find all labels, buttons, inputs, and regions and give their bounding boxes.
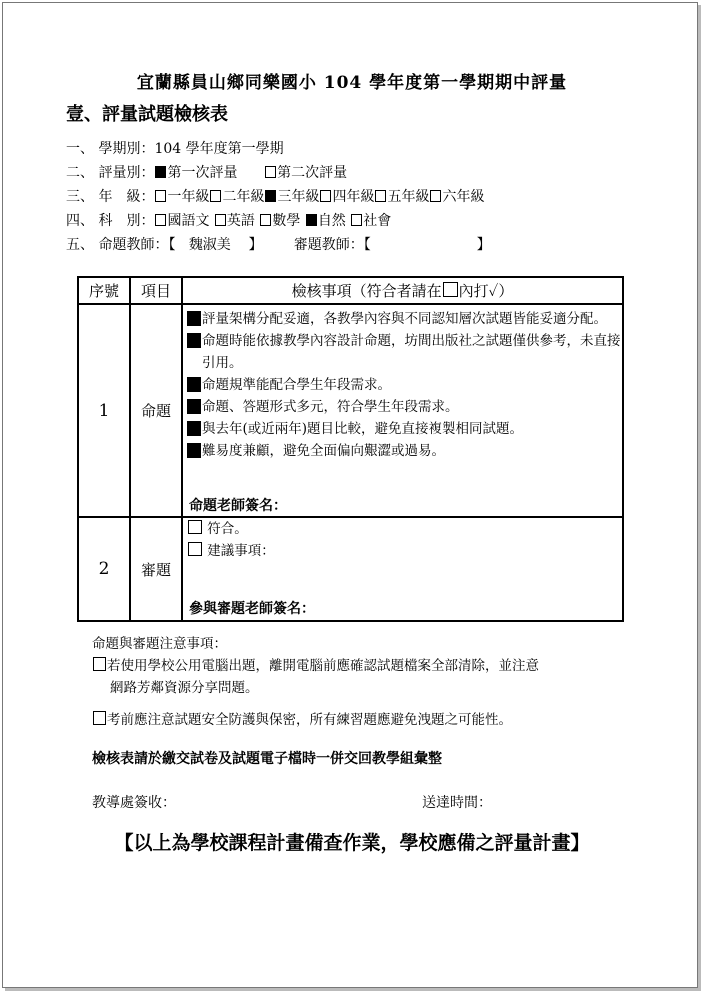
- criterion-item: [183, 308, 622, 330]
- note-text: 考前應注意試題安全防護與保密，所有練習題應避免洩題之可能性。: [107, 712, 512, 728]
- header-check-prefix: 檢核事項（符合者請在: [291, 282, 442, 300]
- exam-type-line: [66, 162, 347, 182]
- section-heading: 壹、評量試題檢核表: [66, 104, 228, 125]
- review-option-pass-text: 符合。: [207, 521, 248, 537]
- criterion-item: [183, 374, 622, 396]
- review-checkbox-pass[interactable]: [188, 520, 202, 534]
- row-1-criteria-list: [183, 305, 622, 495]
- table-row: [78, 304, 623, 517]
- grade-option-6: 六年級: [442, 189, 485, 205]
- header-seq: 序號: [78, 277, 130, 304]
- criterion-item: [183, 396, 622, 418]
- grade-checkbox-5[interactable]: [375, 190, 386, 202]
- office-receipt-label: 教導處簽收：: [92, 795, 176, 811]
- criterion-checkbox[interactable]: [187, 399, 201, 414]
- grade-line: [66, 186, 484, 206]
- subject-option-english: 英語: [226, 213, 255, 229]
- row-1-number: 1: [78, 304, 130, 517]
- criterion-checkbox[interactable]: [187, 377, 201, 392]
- subject-checkbox-chinese[interactable]: [155, 214, 166, 226]
- row-1-content: [182, 304, 623, 517]
- exam-type-checkbox-second[interactable]: [265, 166, 276, 178]
- grade-label: 三、 年 級：: [66, 189, 155, 205]
- closing-instruction: 檢核表請於繳交試卷及試題電子檔時一併交回教學組彙整: [92, 751, 442, 767]
- exam-type-checkbox-first[interactable]: [155, 166, 166, 178]
- note-item-continued: 網路芳鄰資源分享問題。: [110, 680, 259, 696]
- subject-option-social: 社會: [363, 213, 392, 229]
- note-checkbox[interactable]: [93, 657, 106, 671]
- header-item: 項目: [130, 277, 182, 304]
- setter-label: 五、 命題教師：【: [66, 237, 176, 253]
- row-2-content: [182, 517, 623, 621]
- review-option-suggest: [183, 540, 622, 562]
- grade-checkbox-1[interactable]: [155, 190, 166, 202]
- semester-label: 一、 學期別：: [66, 141, 155, 157]
- criterion-text: 難易度兼顧，避免全面偏向艱澀或過易。: [202, 443, 445, 459]
- criterion-text: 命題、答題形式多元，符合學生年段需求。: [202, 399, 459, 415]
- table-row: [78, 517, 623, 621]
- delivery-time-label: 送達時間：: [422, 795, 492, 811]
- semester-line: [66, 138, 284, 158]
- grade-option-3: 三年級: [277, 189, 320, 205]
- exam-type-option-second: 第二次評量: [277, 165, 348, 181]
- note-item: [92, 708, 512, 728]
- header-checkbox-icon: [443, 282, 458, 297]
- criterion-checkbox[interactable]: [187, 333, 201, 348]
- criterion-checkbox[interactable]: [187, 421, 201, 436]
- criterion-checkbox[interactable]: [187, 443, 201, 458]
- row-1-item: 命題: [130, 304, 182, 517]
- note-item: [92, 654, 539, 674]
- table-header-row: [78, 277, 623, 304]
- subject-label: 四、 科 別：: [66, 213, 155, 229]
- review-option-suggest-text: 建議事項：: [207, 543, 275, 559]
- grade-option-4: 四年級: [332, 189, 375, 205]
- exam-type-option-first: 第一次評量: [167, 165, 238, 181]
- grade-option-1: 一年級: [167, 189, 210, 205]
- check-table: [77, 276, 624, 622]
- subject-option-chinese: 國語文: [167, 213, 210, 229]
- setter-signature-label: 命題老師簽名：: [189, 498, 287, 514]
- row-2-options: [183, 518, 622, 598]
- reviewer-signature-label: 參與審題老師簽名：: [189, 601, 315, 617]
- reviewer-bracket-close: 】: [476, 237, 491, 253]
- grade-option-2: 二年級: [222, 189, 265, 205]
- subject-option-science: 自然: [317, 213, 346, 229]
- subject-checkbox-social[interactable]: [351, 214, 362, 226]
- exam-type-label: 二、 評量別：: [66, 165, 155, 181]
- criterion-item: [183, 330, 622, 374]
- subject-checkbox-english[interactable]: [215, 214, 226, 226]
- grade-checkbox-6[interactable]: [430, 190, 441, 202]
- note-text: 若使用學校公用電腦出題，離開電腦前應確認試題檔案全部清除，並注意: [107, 658, 539, 674]
- criterion-text: 與去年(或近兩年)題目比較，避免直接複製相同試題。: [202, 421, 524, 437]
- criterion-item: [183, 418, 622, 440]
- grade-checkbox-2[interactable]: [210, 190, 221, 202]
- setter-bracket-close: 】: [248, 237, 263, 253]
- grade-checkbox-4[interactable]: [320, 190, 331, 202]
- grade-checkbox-3[interactable]: [265, 190, 276, 202]
- row-2-item: 審題: [130, 517, 182, 621]
- header-check-suffix: 內打✓）: [458, 282, 514, 300]
- criterion-item: [183, 440, 622, 462]
- notes-heading: 命題與審題注意事項：: [92, 636, 227, 652]
- criterion-text: 命題規準能配合學生年段需求。: [202, 377, 391, 393]
- semester-value: 104 學年度第一學期: [154, 141, 284, 157]
- review-option-pass: [183, 518, 622, 540]
- reviewer-label: 審題教師：【: [293, 237, 371, 253]
- page-title: 宜蘭縣員山鄉同樂國小 104 學年度第一學期期中評量: [136, 73, 568, 93]
- setter-name: 魏淑美: [188, 237, 231, 253]
- teachers-line: [66, 234, 491, 254]
- grade-option-5: 五年級: [387, 189, 430, 205]
- criterion-text: 命題時能依據教學內容設計命題，坊間出版社之試題僅供參考，未直接引用。: [202, 333, 621, 371]
- subject-option-math: 數學: [272, 213, 301, 229]
- criterion-checkbox[interactable]: [187, 311, 201, 326]
- criterion-text: 評量架構分配妥適，各教學內容與不同認知層次試題皆能妥適分配。: [202, 311, 607, 327]
- header-check: [182, 277, 623, 304]
- review-checkbox-suggest[interactable]: [188, 542, 202, 556]
- subject-checkbox-math[interactable]: [260, 214, 271, 226]
- subject-line: [66, 210, 391, 230]
- row-2-number: 2: [78, 517, 130, 621]
- note-checkbox[interactable]: [93, 711, 106, 725]
- footer-banner: 【以上為學校課程計畫備查作業，學校應備之評量計畫】: [114, 832, 590, 854]
- subject-checkbox-science[interactable]: [306, 214, 317, 226]
